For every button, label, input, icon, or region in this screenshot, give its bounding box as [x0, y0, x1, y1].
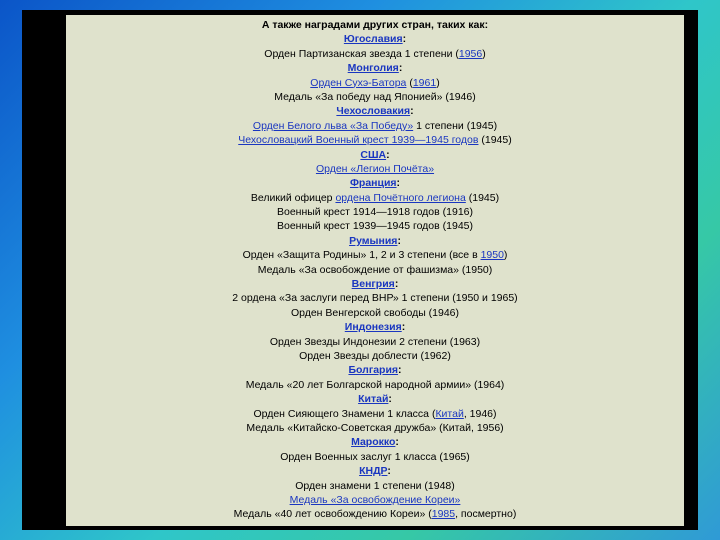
award-text: Орден Звезды Индонезии 2 степени (1963) — [269, 335, 481, 348]
award-text: Орден «Защита Родины» 1, 2 и 3 степени (все в — [242, 249, 481, 262]
award-link[interactable]: 1956 — [458, 47, 483, 60]
award-line — [66, 421, 684, 435]
award-line — [66, 479, 684, 493]
award-line — [66, 119, 684, 133]
award-text: 1 степени (1945) — [413, 119, 498, 132]
award-link[interactable]: Орден «Легион Почёта» — [315, 162, 435, 175]
country-heading — [66, 148, 684, 162]
country-heading — [66, 176, 684, 190]
award-text: Орден Партизанская звезда 1 степени ( — [264, 47, 459, 60]
country-link[interactable]: Франция — [349, 177, 397, 190]
country-link[interactable]: КНДР — [359, 465, 388, 478]
colon: : — [386, 148, 390, 161]
award-text: Медаль «Китайско-Советская дружба» (Китай, 1956) — [246, 421, 504, 434]
award-text: Медаль «20 лет Болгарской народной армии» (1964) — [245, 378, 505, 391]
award-line — [66, 263, 684, 277]
country-link[interactable]: Индонезия — [344, 321, 402, 334]
list-title: А также наградами других стран, таких как: — [261, 19, 489, 31]
award-link[interactable]: Медаль «За освобождение Кореи» — [289, 493, 461, 506]
award-line — [66, 47, 684, 61]
country-heading — [66, 435, 684, 449]
country-link[interactable]: Югославия — [343, 33, 403, 46]
country-heading — [66, 277, 684, 291]
colon: : — [402, 33, 407, 46]
award-link[interactable]: 1950 — [480, 249, 504, 262]
award-line — [66, 291, 684, 305]
colon: : — [410, 105, 414, 118]
country-heading — [66, 61, 684, 75]
country-heading — [66, 464, 684, 478]
country-heading — [66, 104, 684, 118]
award-line — [66, 407, 684, 421]
award-line — [66, 493, 684, 507]
award-link[interactable]: Китай — [435, 407, 464, 420]
award-line — [66, 335, 684, 349]
colon: : — [387, 465, 391, 478]
award-text: Медаль «40 лет освобождению Кореи» ( — [233, 508, 432, 521]
award-text: Орден Венгерской свободы (1946) — [290, 306, 460, 319]
award-text: , 1946) — [463, 407, 497, 420]
award-text: Медаль «За освобождение от фашизма» (1950) — [257, 263, 493, 276]
award-link[interactable]: Орден Белого льва «За Победу» — [252, 119, 414, 132]
colon: : — [388, 393, 392, 406]
colon: : — [397, 234, 401, 247]
award-text: ) — [436, 76, 440, 89]
colon: : — [398, 62, 403, 75]
colon: : — [398, 364, 402, 377]
award-line — [66, 450, 684, 464]
award-text: Военный крест 1939—1945 годов (1945) — [276, 220, 473, 233]
award-text: Орден Сияющего Знамени 1 класса ( — [253, 407, 436, 420]
colon: : — [394, 278, 399, 291]
award-line — [66, 133, 684, 147]
award-link[interactable]: Чехословацкий Военный крест 1939—1945 годов — [238, 134, 479, 147]
country-link[interactable]: Марокко — [351, 436, 396, 449]
award-line — [66, 507, 684, 521]
award-line — [66, 349, 684, 363]
country-link[interactable]: Венгрия — [351, 278, 395, 291]
award-link[interactable]: Орден Сухэ-Батора — [310, 76, 407, 89]
country-heading — [66, 392, 684, 406]
award-text: , посмертно) — [455, 508, 517, 521]
award-text: Орден Звезды доблести (1962) — [299, 349, 451, 362]
award-text: (1945) — [465, 191, 500, 204]
award-link[interactable]: ордена Почётного легиона — [335, 191, 466, 204]
award-link[interactable]: 1961 — [412, 76, 437, 89]
award-line — [66, 205, 684, 219]
award-text: ) — [503, 249, 508, 262]
text-panel — [66, 15, 684, 526]
award-text: ( — [406, 76, 413, 89]
colon: : — [401, 321, 406, 334]
country-link[interactable]: Чехословакия — [336, 105, 411, 118]
award-line — [66, 76, 684, 90]
award-line — [66, 162, 684, 176]
colon: : — [396, 177, 401, 190]
award-line — [66, 306, 684, 320]
award-line — [66, 90, 684, 104]
award-text: Военный крест 1914—1918 годов (1916) — [276, 206, 473, 219]
country-heading — [66, 363, 684, 377]
award-line — [66, 191, 684, 205]
awards-list — [66, 18, 684, 522]
country-link[interactable]: Румыния — [349, 234, 398, 247]
country-heading — [66, 320, 684, 334]
award-text: ) — [482, 47, 486, 60]
country-link[interactable]: Китай — [358, 393, 389, 406]
country-link[interactable]: Монголия — [347, 62, 399, 75]
award-text: Орден Военных заслуг 1 класса (1965) — [280, 450, 470, 463]
award-text: Орден знамени 1 степени (1948) — [295, 479, 455, 492]
award-text: 2 ордена «За заслуги перед ВНР» 1 степени (1950 и 1965) — [232, 292, 518, 305]
award-text: (1945) — [478, 134, 512, 147]
award-link[interactable]: 1985 — [431, 508, 456, 521]
award-text: Медаль «За победу над Японией» (1946) — [274, 90, 476, 103]
award-line — [66, 378, 684, 392]
award-line — [66, 219, 684, 233]
country-link[interactable]: Болгария — [348, 364, 399, 377]
country-link[interactable]: США — [360, 148, 387, 161]
award-text: Великий офицер — [250, 191, 336, 204]
country-heading — [66, 234, 684, 248]
country-heading — [66, 32, 684, 46]
colon: : — [395, 436, 399, 449]
award-line — [66, 248, 684, 262]
